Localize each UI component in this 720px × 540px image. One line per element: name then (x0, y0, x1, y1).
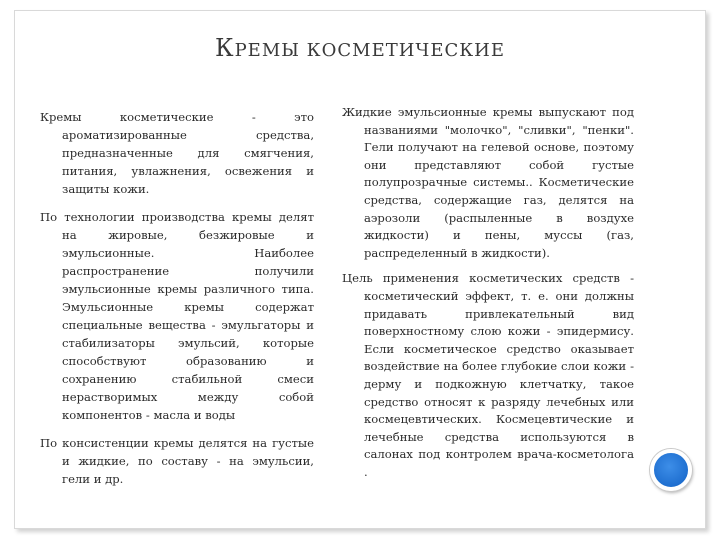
right-column (342, 104, 634, 489)
decorative-blue-circle (650, 449, 692, 491)
left-paragraph-definition: Кремы косметические - это ароматизированные средства, предназначенные для смягчения, питания, увлажнения, освежения и защиты кожи. (40, 110, 314, 196)
left-paragraph-consistency: По консистенции кремы делятся на густые и жидкие, по составу - на эмульсии, гели и др. (40, 436, 314, 486)
left-paragraph-production: По технологии производства кремы делят на жировые, безжировые и эмульсионные. Наиболее распространение получили эмульсионные кремы различного типа. Эмульсионные кремы содержат специальные вещества - эмульгаторы и стабилизаторы эмульсий, которые способствуют образованию и сохранению стабильной смеси нерастворимых между собой компонентов - масла и воды (40, 210, 314, 422)
title-rest: РЕМЫ КОСМЕТИЧЕСКИЕ (234, 40, 506, 61)
slide-title (0, 34, 720, 62)
title-initial: К (214, 34, 235, 62)
left-column (40, 108, 314, 498)
right-paragraph-liquid-creams: Жидкие эмульсионные кремы выпускают под названиями "молочко", "сливки", "пенки". Гели получают на гелевой основе, поэтому они представляют собой густые полупрозрачные системы.. Косметические средства, содержащие газ, делятся на аэрозоли (распыленные в воздухе жидкости) и пены, муссы (газ, распределенный в жидкости). (342, 105, 634, 260)
right-paragraph-purpose: Цель применения косметических средств - косметический эффект, т. е. они должны придавать привлекательный вид поверхностному слою кожи - эпидермису. Если косметическое средство оказывает воздействие на более глубокие слои кожи - дерму и подкожную клетчатку, такое средство относят к разряду лечебных или космецевтических. Космецевтические и лечебные средства используются в салонах под контролем врача-косметолога . (342, 271, 634, 479)
